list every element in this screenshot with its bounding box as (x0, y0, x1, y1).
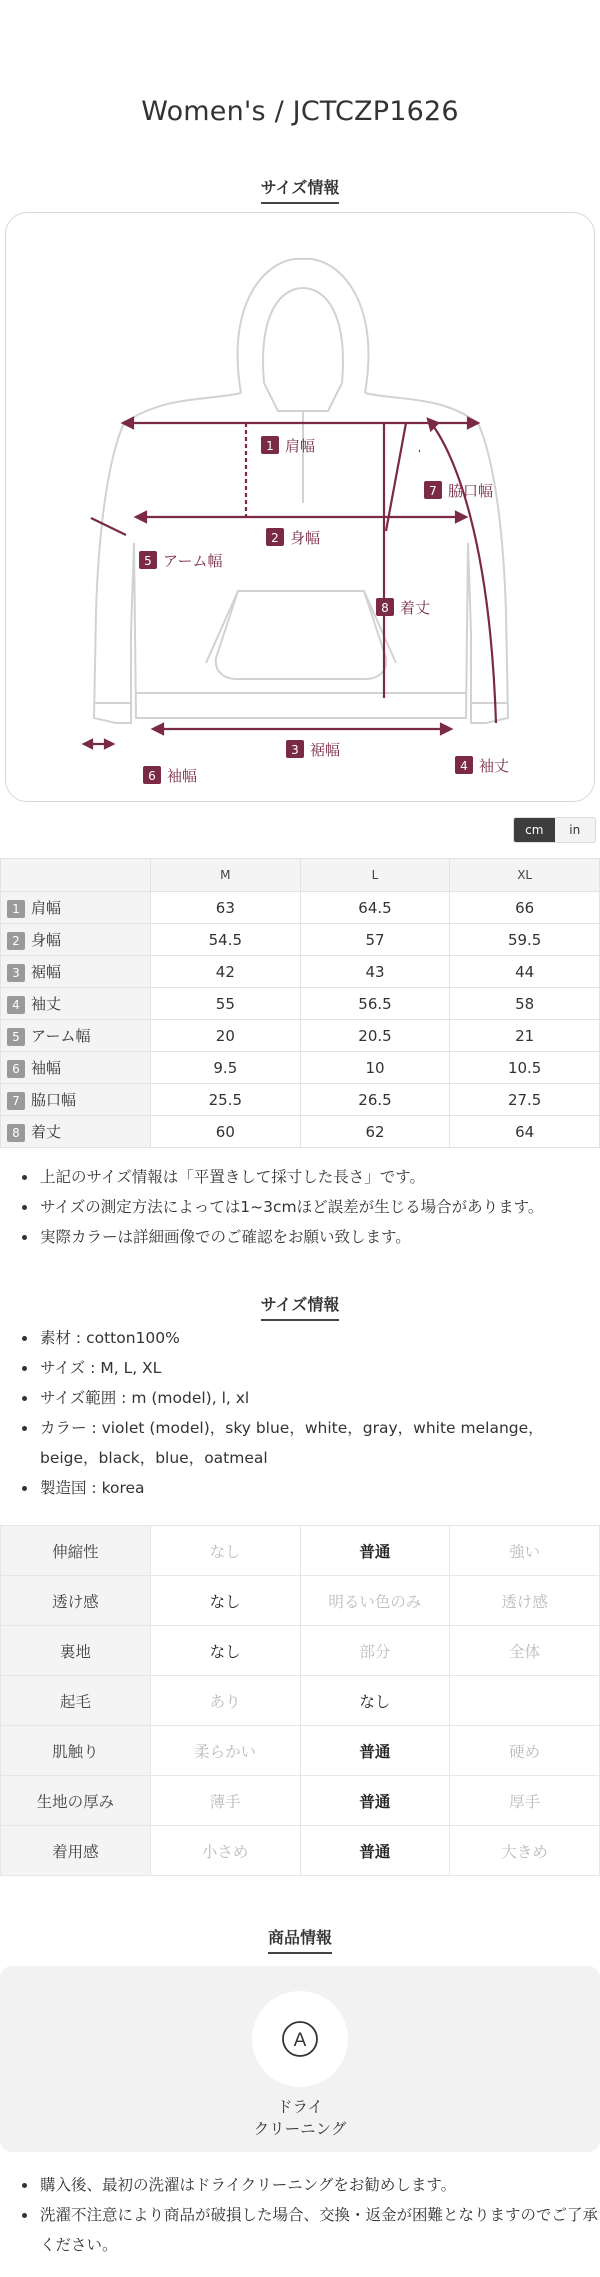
feel-label: 裏地 (1, 1626, 151, 1676)
feel-option: 硬め (450, 1726, 600, 1776)
table-row (1, 1576, 600, 1626)
label-num-5: 5 (144, 554, 152, 568)
list-item: 素材 : cotton100% (20, 1323, 600, 1353)
care-box (0, 1966, 600, 2152)
product-spec-list (20, 1323, 600, 1503)
feel-option: 全体 (450, 1626, 600, 1676)
list-item: サイズの測定方法によっては1~3cmほど誤差が生じる場合があります。 (20, 1192, 600, 1222)
label-num-3: 3 (291, 743, 299, 757)
fabric-feel-table (0, 1525, 600, 1876)
table-row (1, 1676, 600, 1726)
label-num-4: 4 (460, 759, 468, 773)
feel-option: 小さめ (150, 1826, 300, 1876)
table-row (1, 1776, 600, 1826)
feel-option: なし (300, 1676, 450, 1726)
table-row (1, 1626, 600, 1676)
header-size-xl: XL (450, 859, 600, 892)
label-num-8: 8 (381, 601, 389, 615)
table-row: 8 着丈 60 62 64 (1, 1116, 600, 1148)
label-sleeve-length: 袖丈 (479, 757, 510, 775)
list-item: 製造国 : korea (20, 1473, 600, 1503)
feel-option: 明るい色のみ (300, 1576, 450, 1626)
header-size-l: L (300, 859, 450, 892)
header-blank (1, 859, 151, 892)
list-item: サイズ : M, L, XL (20, 1353, 600, 1383)
feel-label: 起毛 (1, 1676, 151, 1726)
feel-label: 生地の厚み (1, 1776, 151, 1826)
label-num-2: 2 (271, 531, 279, 545)
feel-option: 普通 (300, 1726, 450, 1776)
info-section-heading: サイズ情報 (0, 1292, 600, 1321)
label-num-6: 6 (148, 769, 156, 783)
feel-option: 普通 (300, 1826, 450, 1876)
label-num-7: 7 (429, 484, 437, 498)
feel-option: 厚手 (450, 1776, 600, 1826)
feel-option: 大きめ (450, 1826, 600, 1876)
label-hem: 裾幅 (310, 741, 341, 759)
feel-label: 肌触り (1, 1726, 151, 1776)
feel-option: あり (150, 1676, 300, 1726)
size-section-heading: サイズ情報 (0, 175, 600, 204)
size-notes (20, 1162, 600, 1252)
table-row: 6 袖幅 9.5 10 10.5 (1, 1052, 600, 1084)
feel-option (450, 1676, 600, 1726)
table-row: 7 脇口幅 25.5 26.5 27.5 (1, 1084, 600, 1116)
care-symbol: A (293, 2030, 307, 2051)
feel-option: なし (150, 1576, 300, 1626)
feel-label: 透け感 (1, 1576, 151, 1626)
feel-option: なし (150, 1626, 300, 1676)
label-arm: アーム幅 (163, 552, 223, 570)
list-item: 購入後、最初の洗濯はドライクリーニングをお勧めします。 (20, 2170, 600, 2200)
table-row (1, 1526, 600, 1576)
table-row: 5 アーム幅 20 20.5 21 (1, 1020, 600, 1052)
table-row: 3 裾幅 42 43 44 (1, 956, 600, 988)
feel-option: なし (150, 1526, 300, 1576)
hoodie-diagram (6, 213, 596, 803)
list-item: 上記のサイズ情報は「平置きして採寸した長さ」です。 (20, 1162, 600, 1192)
feel-label: 着用感 (1, 1826, 151, 1876)
label-length: 着丈 (400, 599, 431, 617)
label-cuff: 袖幅 (167, 767, 198, 785)
product-notes (20, 2170, 600, 2260)
unit-toggle (513, 817, 596, 843)
feel-option: 透け感 (450, 1576, 600, 1626)
header-size-m: M (151, 859, 301, 892)
measure-labels (139, 436, 509, 785)
list-item: 洗濯不注意により商品が破損した場合、交換・返金が困難となりますのでご了承ください。 (20, 2200, 600, 2260)
size-table (0, 858, 600, 1148)
unit-cm-button[interactable]: cm (514, 818, 555, 842)
size-diagram (5, 212, 595, 802)
feel-option: 強い (450, 1526, 600, 1576)
feel-option: 普通 (300, 1526, 450, 1576)
table-row: 1 肩幅 63 64.5 66 (1, 892, 600, 924)
label-chest: 身幅 (290, 529, 321, 547)
label-armhole: 脇口幅 (448, 482, 494, 500)
care-label: ドライ クリーニング (253, 2098, 347, 2138)
unit-in-button[interactable]: in (555, 818, 596, 842)
list-item: 実際カラーは詳細画像でのご確認をお願い致します。 (20, 1222, 600, 1252)
feel-option: 薄手 (150, 1776, 300, 1826)
feel-label: 伸縮性 (1, 1526, 151, 1576)
feel-option: 普通 (300, 1776, 450, 1826)
table-row: 2 身幅 54.5 57 59.5 (1, 924, 600, 956)
page-title: Women's / JCTCZP1626 (141, 96, 459, 127)
feel-option: 柔らかい (150, 1726, 300, 1776)
table-row (1, 1826, 600, 1876)
size-table-header (1, 859, 600, 892)
product-section-heading: 商品情報 (0, 1925, 600, 1954)
dry-clean-icon (252, 1991, 348, 2087)
hoodie-outline (94, 259, 508, 723)
list-item: カラー : violet (model)，sky blue，white，gray，white melange，beige，black，blue，oatmeal (20, 1413, 600, 1473)
label-num-1: 1 (266, 439, 274, 453)
table-row (1, 1726, 600, 1776)
table-row: 4 袖丈 55 56.5 58 (1, 988, 600, 1020)
label-shoulder: 肩幅 (285, 437, 316, 455)
list-item: サイズ範囲 : m (model), l, xl (20, 1383, 600, 1413)
measure-lines (84, 418, 496, 748)
feel-option: 部分 (300, 1626, 450, 1676)
